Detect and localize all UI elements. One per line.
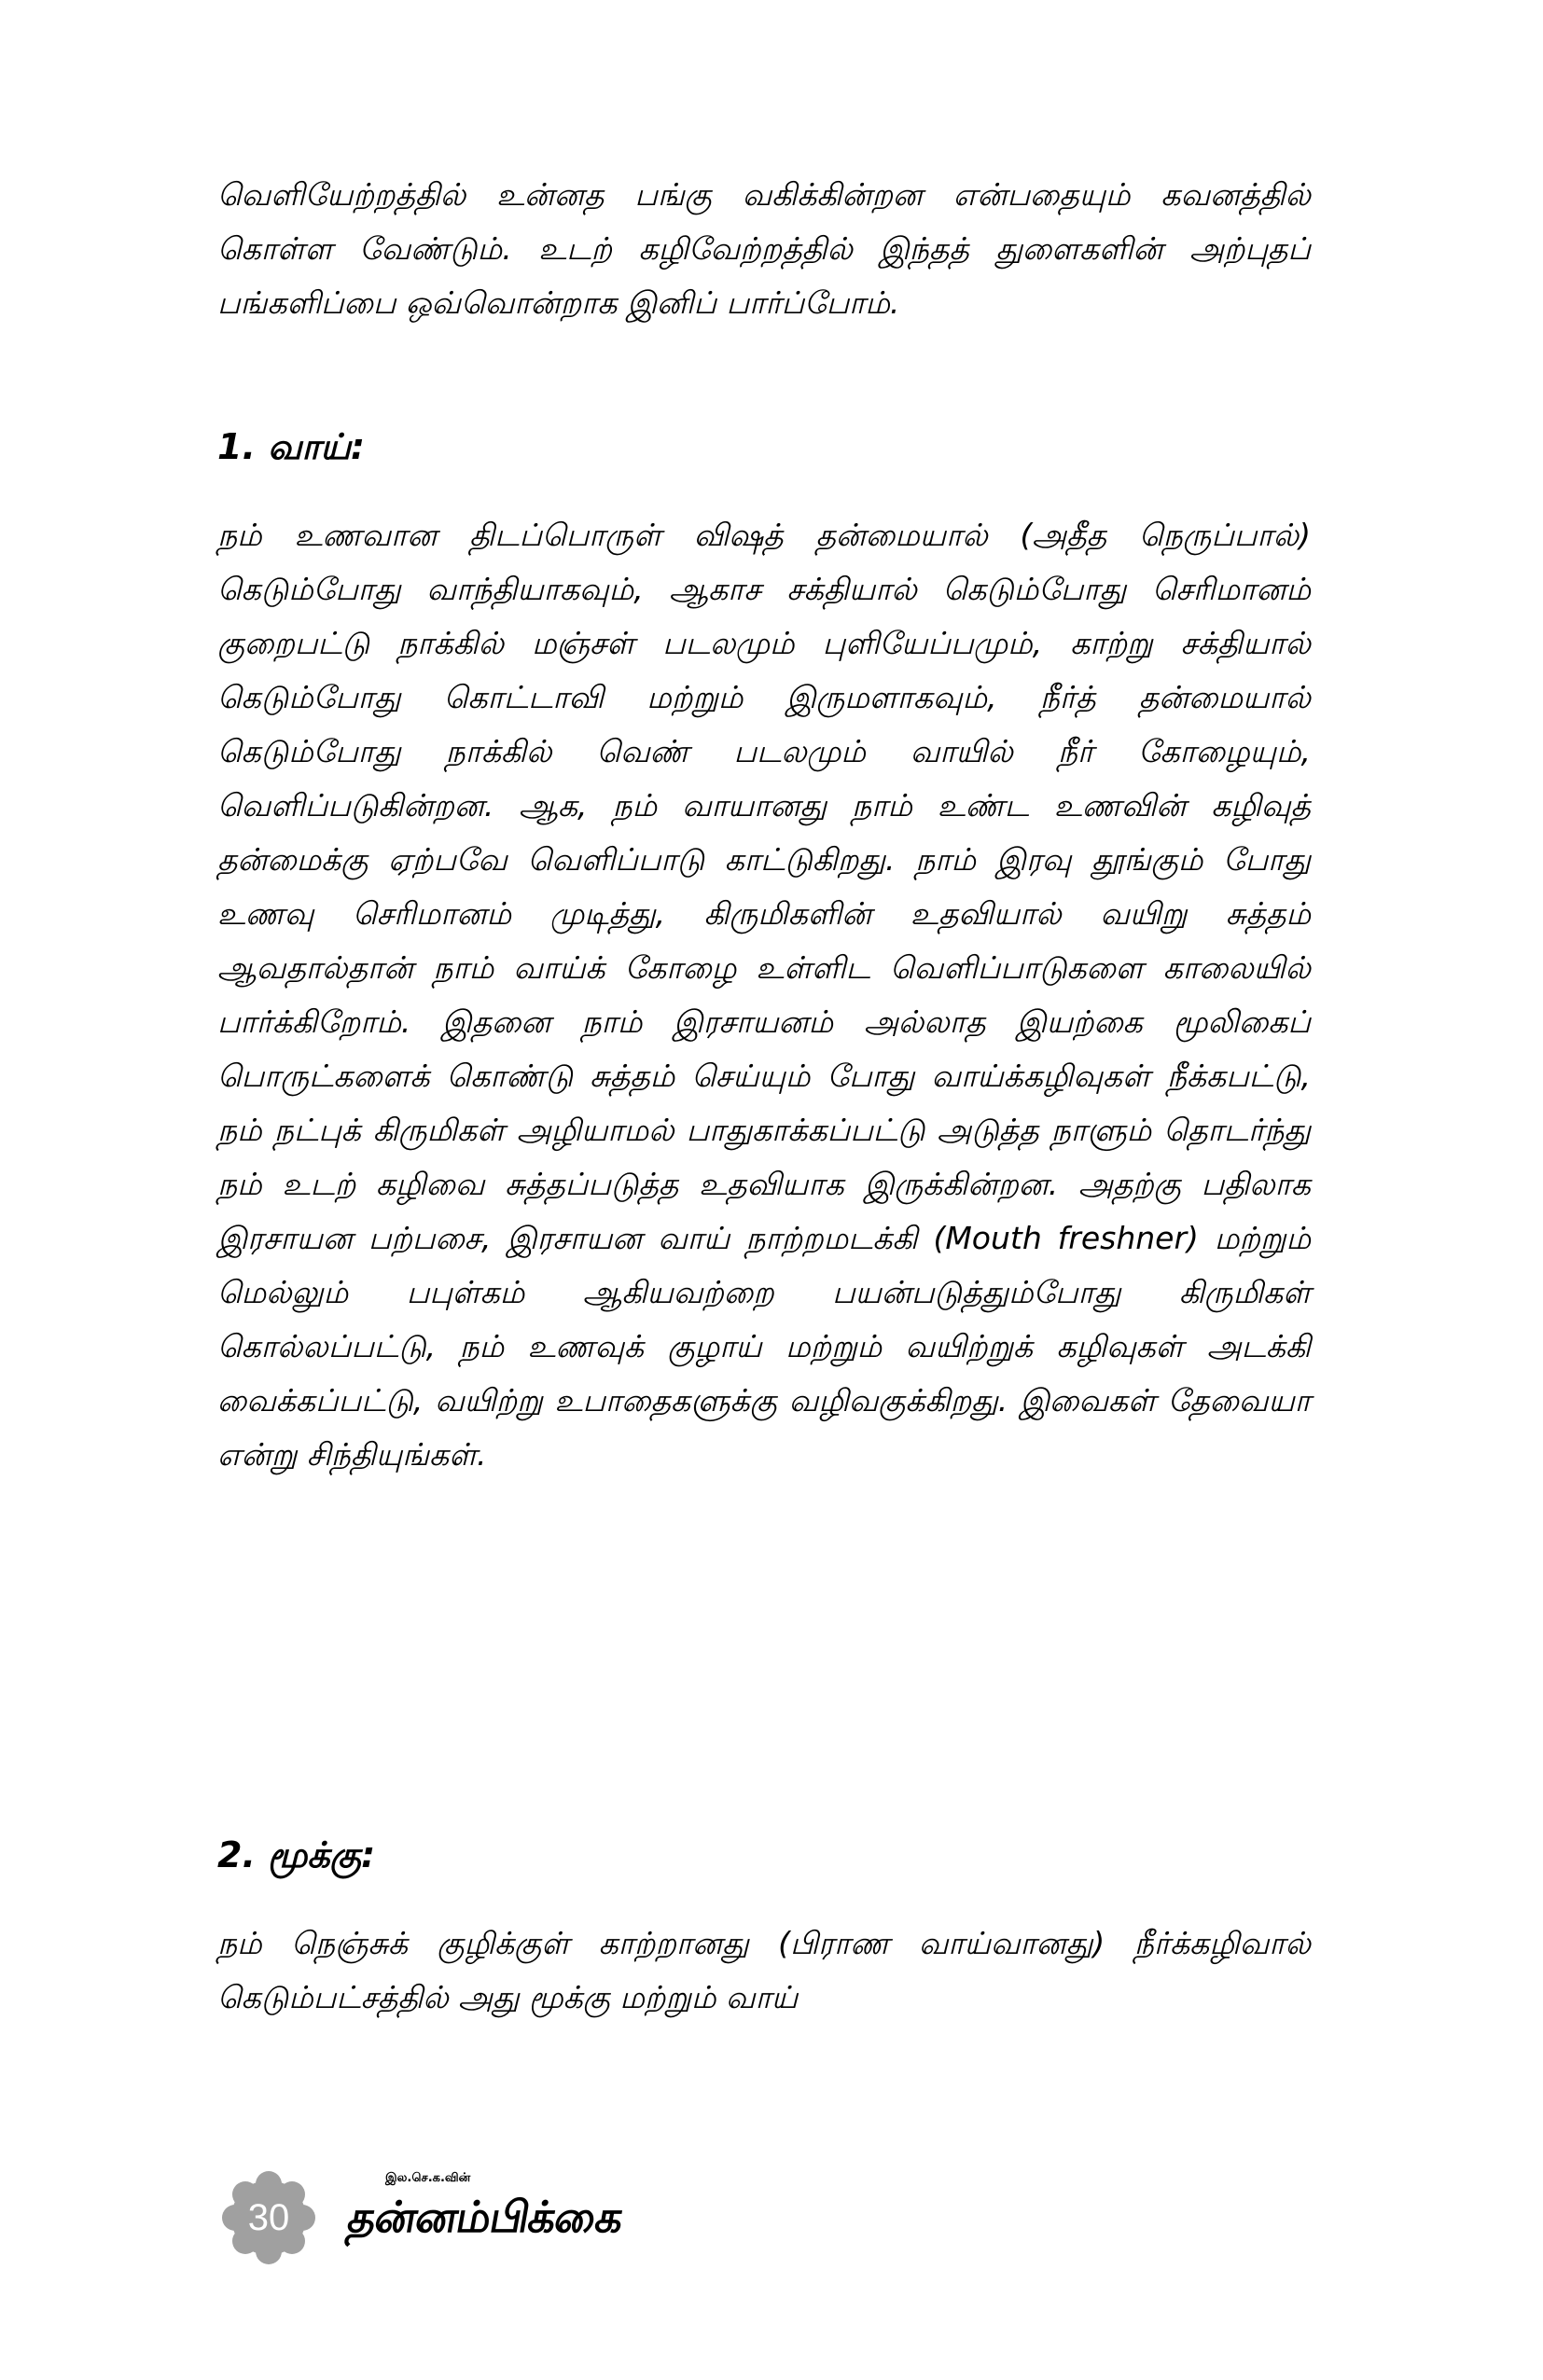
brand-logo: தன்னம்பிக்கை [343, 2192, 627, 2242]
section-body-nose: நம் நெஞ்சுக் குழிக்குள் காற்றானது (பிராண வாய்வானது) நீர்க்கழிவால் கெடும்பட்சத்தில் அது மூக்கு மற்றும் வாய் [217, 1925, 1311, 2015]
section-heading-nose: 2. மூக்கு: [217, 1834, 376, 1875]
brand-byline: இல.செ.க.வின் [385, 2171, 471, 2185]
section-body-mouth: நம் உணவான திடப்பொருள் விஷத் தன்மையால் (அதீத நெருப்பால்) கெடும்போது வாந்தியாகவும், ஆகாச சக்தியால் கெடும்போது செரிமானம் குறைபட்டு நாக்கில் மஞ்சள் படலமும் புளியேப்பமும், காற்று சக்தியால் கெடும்போது கொட்டாவி மற்றும் இருமளாகவும், நீர்த் தன்மையால் கெடும்போது நாக்கில் வெண் படலமும் வாயில் நீர் கோழையும், வெளிப்படுகின்றன. ஆக, நம் வாயானது நாம் உண்ட உணவின் கழிவுத் தன்மைக்கு ஏற்பவே வெளிப்பாடு காட்டுகிறது. நாம் இரவு தூங்கும் போது உணவு செரிமானம் முடித்து, கிருமிகளின் உதவியால் வயிறு சுத்தம் ஆவதால்தான் நாம் வாய்க் கோழை உள்ளிட வெளிப்பாடுகளை காலையில் பார்க்கிறோம். இதனை நாம் இரசாயனம் அல்லாத இயற்கை மூலிகைப் பொருட்களைக் கொண்டு சுத்தம் செய்யும் போது வாய்க்கழிவுகள் நீக்கபட்டு, நம் நட்புக் கிருமிகள் அழியாமல் பாதுகாக்கப்பட்டு அடுத்த நாளும் தொடர்ந்து நம் உடற் கழிவை சுத்தப்படுத்த உதவியாக இருக்கின்றன. அதற்கு பதிலாக இரசாயன பற்பசை, இரசாயன வாய் நாற்றமடக்கி (Mouth freshner) மற்றும் மெல்லும் பபுள்கம் ஆகியவற்றை பயன்படுத்தும்போது கிருமிகள் கொல்லப்பட்டு, நம் உணவுக் குழாய் மற்றும் வயிற்றுக் கழிவுகள் அடக்கி வைக்கப்பட்டு, வயிற்று உபாதைகளுக்கு வழிவகுக்கிறது. இவைகள் தேவையா என்று சிந்தியுங்கள். [217, 517, 1311, 1473]
intro-paragraph: வெளியேற்றத்தில் உன்னத பங்கு வகிக்கின்றன என்பதையும் கவனத்தில் கொள்ள வேண்டும். உடற் கழிவேற்றத்தில் இந்தத் துளைகளின் அற்புதப் பங்களிப்பை ஒவ்வொன்றாக இனிப் பார்ப்போம். [217, 176, 1311, 321]
section-heading-mouth: 1. வாய்: [217, 426, 366, 467]
page-number: 30 [247, 2197, 290, 2238]
page-footer [222, 2164, 707, 2276]
page-number-badge [222, 2171, 315, 2264]
